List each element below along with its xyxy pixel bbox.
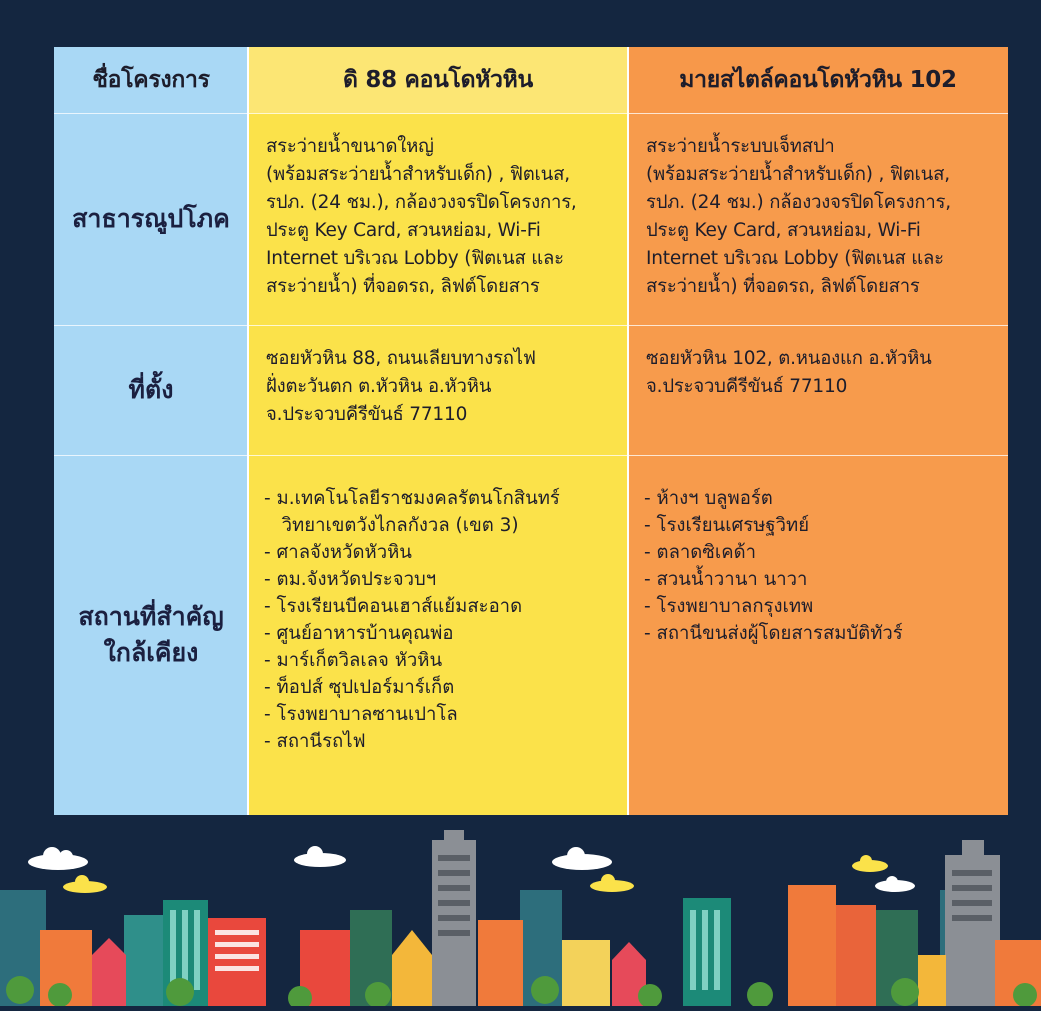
row-location-the88: [248, 325, 628, 455]
list-item: - สถานีรถไฟ: [264, 731, 366, 752]
row-divider: [54, 113, 1008, 114]
row-divider: [54, 325, 1008, 326]
list-item: - ศูนย์อาหารบ้านคุณพ่อ: [264, 623, 454, 644]
row-divider: [54, 455, 1008, 456]
nearby-the88-list: [248, 455, 628, 755]
facilities-mystyle102-text: สระว่ายน้ำระบบเจ็ทสปา (พร้อมสระว่ายน้ำสำหรับเด็ก) , ฟิตเนส, รปภ. (24 ชม.) กล้องวงจรปิดโครงการ, ประตู Key Card, สวนหย่อม, Wi-Fi Internet บริเวณ Lobby (ฟิตเนส และ สระว่ายน้ำ) ที่จอดรถ, ลิฟต์โดยสาร: [646, 136, 951, 297]
location-mystyle102-text: ซอยหัวหิน 102, ต.หนองแก อ.หัวหิน จ.ประจวบคีรีขันธ์ 77110: [646, 348, 932, 397]
facilities-the88-text: สระว่ายน้ำขนาดใหญ่ (พร้อมสระว่ายน้ำสำหรับเด็ก) , ฟิตเนส, รปภ. (24 ชม.), กล้องวงจรปิดโครงการ, ประตู Key Card, สวนหย่อม, Wi-Fi Internet บริเวณ Lobby (ฟิตเนส และ สระว่ายน้ำ) ที่จอดรถ, ลิฟต์โดยสาร: [266, 136, 577, 297]
list-item: - ท็อปส์ ซุปเปอร์มาร์เก็ต: [264, 677, 455, 698]
column-divider: [627, 47, 629, 815]
city-skyline-illustration: [0, 830, 1041, 1011]
row-nearby-label-cell: [54, 455, 248, 815]
row-facilities-label-cell: [54, 113, 248, 325]
list-item: - ห้างฯ บลูพอร์ต: [644, 488, 773, 509]
row-facilities-label: สาธารณูปโภค: [72, 204, 230, 233]
list-item: - โรงเรียนเศรษฐวิทย์: [644, 515, 810, 536]
list-item: - โรงพยาบาลกรุงเทพ: [644, 596, 814, 617]
row-nearby-the88: [248, 455, 628, 815]
list-item: - มาร์เก็ตวิลเลจ หัวหิน: [264, 650, 443, 671]
header-cell-project-name: [54, 47, 248, 113]
list-item: - ตลาดซิเคด้า: [644, 542, 756, 563]
row-location-mystyle102: [628, 325, 1008, 455]
row-nearby-label: สถานที่สำคัญ ใกล้เคียง: [78, 602, 224, 667]
row-nearby-mystyle102: [628, 455, 1008, 815]
nearby-mystyle102-list: [628, 455, 1008, 647]
row-facilities-mystyle102: [628, 113, 1008, 325]
header-the88-label: ดิ 88 คอนโดหัวหิน: [343, 67, 533, 93]
list-item: - ม.เทคโนโลยีราชมงคลรัตนโกสินทร์: [264, 488, 560, 509]
location-the88-text: ซอยหัวหิน 88, ถนนเลียบทางรถไฟ ฝั่งตะวันตก ต.หัวหิน อ.หัวหิน จ.ประจวบคีรีขันธ์ 77110: [266, 348, 536, 425]
header-cell-the88: [248, 47, 628, 113]
list-item: - โรงพยาบาลซานเปาโล: [264, 704, 458, 725]
list-item: - ตม.จังหวัดประจวบฯ: [264, 569, 437, 590]
list-item: - สถานีขนส่งผู้โดยสารสมบัติทัวร์: [644, 623, 903, 644]
header-mystyle102-label: มายสไตล์คอนโดหัวหิน 102: [679, 67, 957, 93]
row-facilities-the88: [248, 113, 628, 325]
header-cell-mystyle102: [628, 47, 1008, 113]
list-item: - ศาลจังหวัดหัวหิน: [264, 542, 412, 563]
list-item: - สวนน้ำวานา นาวา: [644, 569, 808, 590]
list-item: - โรงเรียนบีคอนเฮาส์แย้มสะอาด: [264, 596, 523, 617]
list-item: วิทยาเขตวังไกลกังวล (เขต 3): [264, 515, 519, 536]
row-location-label: ที่ตั้ง: [128, 375, 174, 404]
comparison-table: [54, 47, 1008, 815]
header-project-name-label: ชื่อโครงการ: [92, 67, 210, 93]
column-divider: [247, 47, 249, 815]
row-location-label-cell: [54, 325, 248, 455]
